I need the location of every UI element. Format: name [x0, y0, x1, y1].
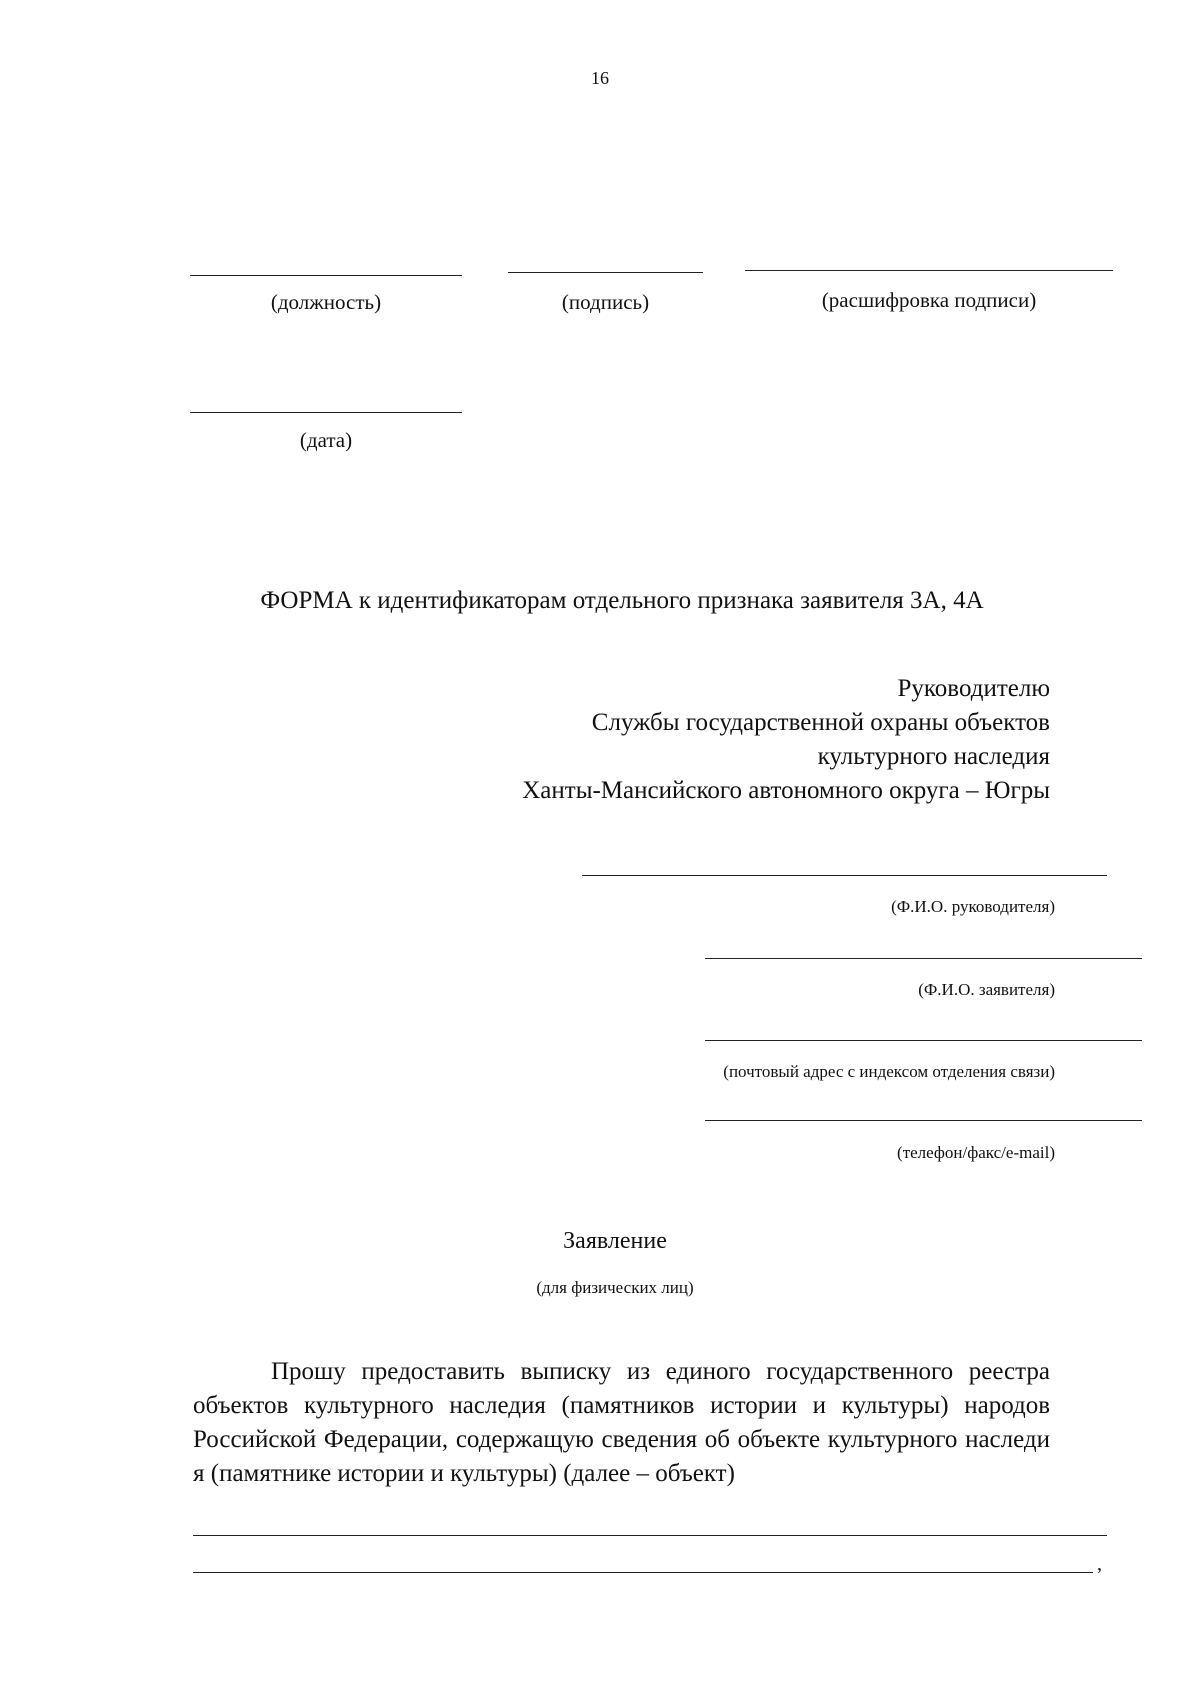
- signature-caption: (подпись): [561, 290, 650, 314]
- addressee-line-1: Руководителю: [897, 675, 1050, 702]
- postal-address-line[interactable]: [705, 1040, 1142, 1041]
- addressee-block: [522, 672, 1050, 808]
- form-title: ФОРМА к идентификаторам отдельного признака заявителя 3А, 4А: [260, 587, 984, 614]
- position-line[interactable]: [190, 275, 462, 276]
- transcript-caption: (расшифровка подписи): [821, 288, 1037, 312]
- head-name-line[interactable]: [582, 875, 1107, 876]
- position-caption: (должность): [270, 290, 382, 314]
- postal-address-caption: (почтовый адрес с индексом отделения связи): [723, 1062, 1055, 1081]
- statement-title: Заявление: [563, 1228, 667, 1254]
- object-line-1[interactable]: [193, 1535, 1107, 1536]
- page-number: 16: [591, 68, 609, 88]
- addressee-line-3: культурного наследия: [817, 743, 1050, 770]
- contacts-caption: (телефон/факс/e-mail): [897, 1143, 1055, 1162]
- object-line-2[interactable]: [193, 1572, 1093, 1573]
- statement-body: Прошу предоставить выписку из единого государственного реестра объектов культурного наследия (памятников истории и культуры) народов Российской Федерации, содержащую сведения об объекте культурного наследи я (памятнике истории и культуры) (далее – объект): [193, 1358, 1050, 1487]
- date-caption: (дата): [299, 428, 353, 452]
- applicant-name-caption: (Ф.И.О. заявителя): [918, 980, 1055, 999]
- date-line[interactable]: [190, 412, 462, 413]
- signature-line[interactable]: [508, 272, 703, 273]
- addressee-line-2: Службы государственной охраны объектов: [591, 709, 1050, 736]
- addressee-line-4: Ханты-Мансийского автономного округа – Югры: [522, 777, 1050, 804]
- trailing-comma: ,: [1097, 1553, 1102, 1575]
- transcript-line[interactable]: [745, 270, 1113, 271]
- statement-subtitle: (для физических лиц): [536, 1278, 694, 1297]
- head-name-caption: (Ф.И.О. руководителя): [891, 897, 1055, 916]
- applicant-name-line[interactable]: [705, 958, 1142, 959]
- contacts-line[interactable]: [705, 1120, 1142, 1121]
